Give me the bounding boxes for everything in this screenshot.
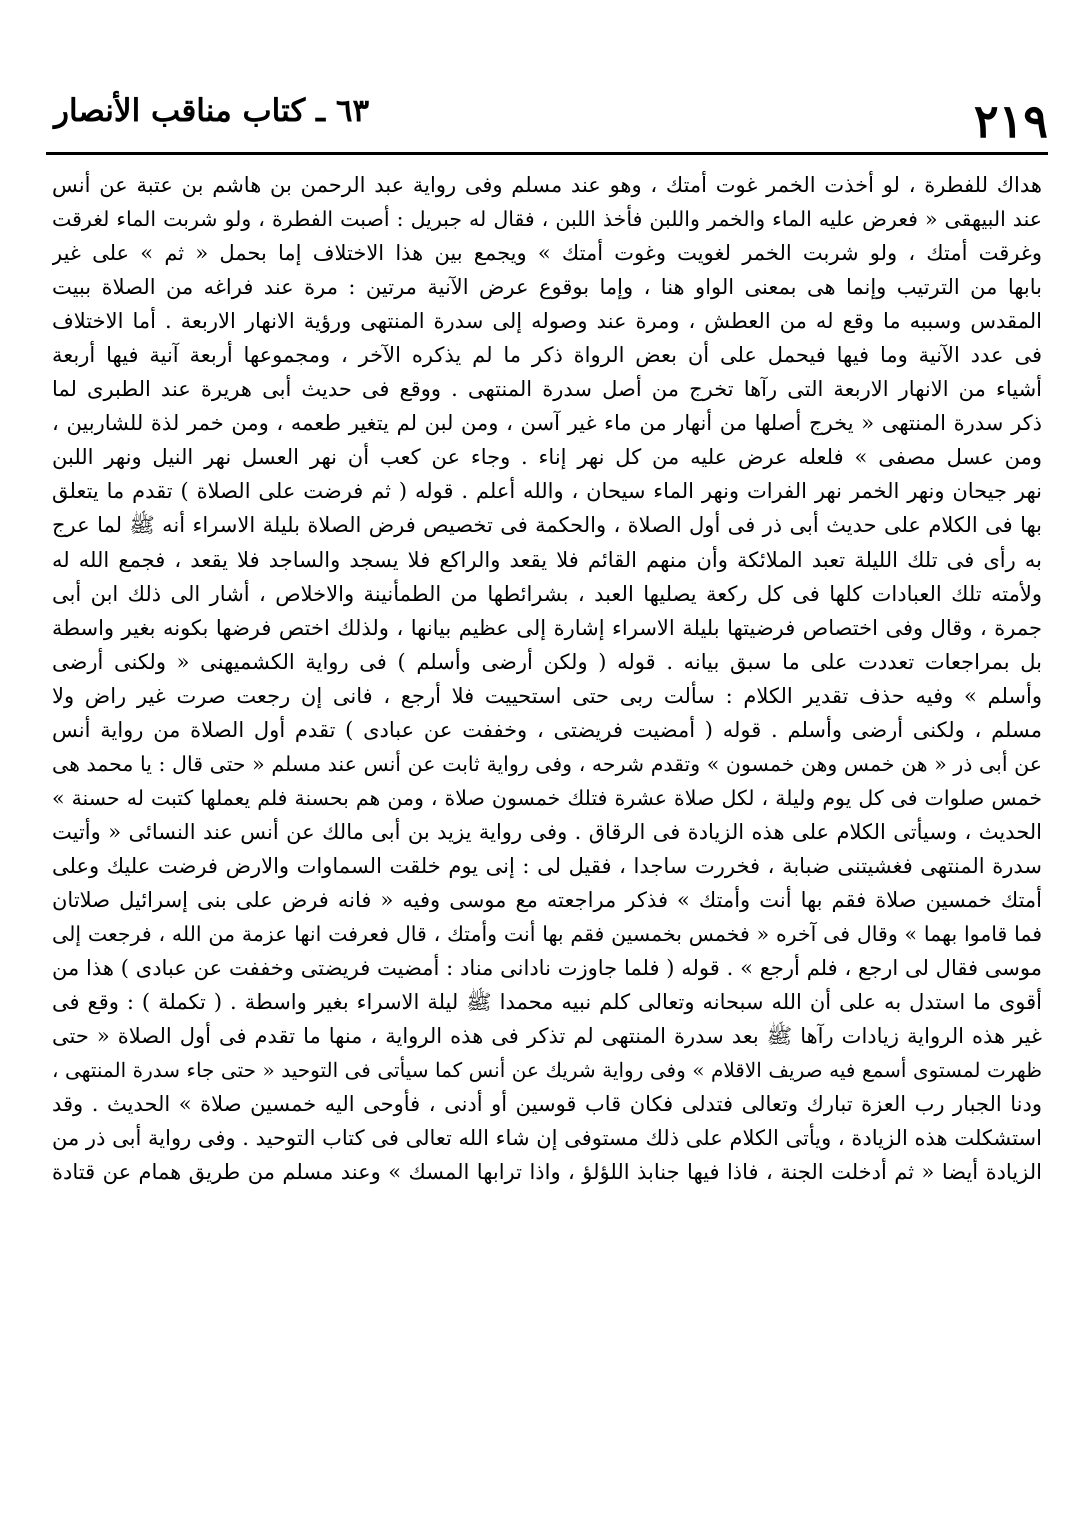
text-line: خمس صلوات فى كل يوم وليلة ، لكل صلاة عشرة فتلك خمسون صلاة ، ومن هم بحسنة فلم يعملها كتبت له حسنة » [52, 785, 1042, 810]
text-line: أمتك خمسين صلاة فقم بها أنت وأمتك » فذكر مراجعته مع موسى وفيه « فانه فرض على بنى إسرائيل صلاتان [52, 887, 1042, 912]
header-rule [46, 152, 1048, 155]
text-line: ولأمته تلك العبادات كلها فى كل ركعة يصليها العبد ، بشرائطها من الطمأنينة والاخلاص ، أشار الى ذلك ابن أبى [52, 581, 1042, 606]
text-line: ومن عسل مصفى » فلعله عرض عليه من كل نهر إناء . وجاء عن كعب أن نهر العسل نهر النيل ونهر اللبن [52, 445, 1042, 470]
book-title: ٦٣ ـ كتاب مناقب الأنصار [54, 93, 370, 129]
text-line: وأسلم » وفيه حذف تقدير الكلام : سألت ربى حتى استحييت فلا أرجع ، فانى إن رجعت صرت غير راض ولا [52, 683, 1042, 708]
text-line: فما قاموا بهما » وقال فى آخره « فخمس بخمسين فقم بها أنت وأمتك ، قال فعرفت انها عزمة من الله ، فرجعت إلى [52, 922, 1042, 947]
text-line: ودنا الجبار رب العزة تبارك وتعالى فتدلى فكان قاب قوسين أو أدنى ، فأوحى اليه خمسين صلاة » الحديث . وقد [52, 1092, 1042, 1117]
text-line: الزيادة أيضا « ثم أدخلت الجنة ، فاذا فيها جنابذ اللؤلؤ ، واذا ترابها المسك » وعند مسلم من طريق همام عن قتادة [52, 1160, 1042, 1185]
text-line: عن أبى ذر « هن خمس وهن خمسون » وتقدم شرحه ، وفى رواية ثابت عن أنس عند مسلم « حتى قال : يا محمد هى [52, 751, 1042, 776]
text-line: نهر جيحان ونهر الخمر نهر الفرات ونهر الماء سيحان ، والله أعلم . قوله ( ثم فرضت على الصلاة ) تقدم ما يتعلق [52, 479, 1042, 504]
text-line: عند البيهقى « فعرض عليه الماء والخمر واللبن فأخذ اللبن ، فقال له جبريل : أصبت الفطرة ، ولو شربت الماء لغرقت [52, 207, 1042, 232]
page-number: ٢١٩ [973, 94, 1048, 148]
text-line: أشياء من الانهار الاربعة التى رآها تخرج من أصل سدرة المنتهى . ووقع فى حديث أبى هريرة عند الطبرى لما [52, 377, 1042, 402]
text-line: أقوى ما استدل به على أن الله سبحانه وتعالى كلم نبيه محمدا ﷺ ليلة الاسراء بغير واسطة . ( تكملة ) : وقع فى [52, 990, 1042, 1015]
text-line: ظهرت لمستوى أسمع فيه صريف الاقلام » وفى رواية شريك عن أنس كما سيأتى فى التوحيد « حتى جاء سدرة المنتهى ، [52, 1058, 1042, 1083]
text-line: بل بمراجعات تعددت على ما سبق بيانه . قوله ( ولكن أرضى وأسلم ) فى رواية الكشميهنى « ولكنى أرضى [52, 649, 1042, 674]
text-line: فى عدد الآنية وما فيها فيحمل على أن بعض الرواة ذكر ما لم يذكره الآخر ، ومجموعها أربعة آنية فيها أربعة [52, 343, 1042, 368]
text-line: ذكر سدرة المنتهى « يخرج أصلها من أنهار من ماء غير آسن ، ومن لبن لم يتغير طعمه ، ومن خمر لذة للشاربين ، [52, 411, 1042, 436]
text-line: سدرة المنتهى فغشيتنى ضبابة ، فخررت ساجدا ، فقيل لى : إنى يوم خلقت السماوات والارض فرضت عليك وعلى [52, 853, 1042, 878]
text-line: هداك للفطرة ، لو أخذت الخمر غوت أمتك ، وهو عند مسلم وفى رواية عبد الرحمن بن هاشم بن عتبة عن أنس [52, 173, 1042, 197]
text-line: استشكلت هذه الزيادة ، ويأتى الكلام على ذلك مستوفى إن شاء الله تعالى فى كتاب التوحيد . وفى رواية أبى ذر من [52, 1126, 1042, 1151]
text-line: مسلم ، ولكنى أرضى وأسلم . قوله ( أمضيت فريضتى ، وخففت عن عبادى ) تقدم أول الصلاة من رواية أنس [52, 717, 1042, 742]
text-line: جمرة ، وقال وفى اختصاص فرضيتها بليلة الاسراء إشارة إلى عظيم بيانها ، ولذلك اختص فرضها بكونه بغير واسطة [52, 615, 1042, 640]
running-header [46, 78, 1048, 148]
text-line: وغرقت أمتك ، ولو شربت الخمر لغويت وغوت أمتك » ويجمع بين هذا الاختلاف إما بحمل « ثم » على غير [52, 241, 1042, 266]
body-text [52, 168, 1042, 1488]
text-line: بها فى الكلام على حديث أبى ذر فى أول الصلاة ، والحكمة فى تخصيص فرض الصلاة بليلة الاسراء أنه ﷺ لما عرج [52, 513, 1042, 538]
text-line: به رأى فى تلك الليلة تعبد الملائكة وأن منهم القائم فلا يقعد والراكع فلا يسجد والساجد فلا يقعد ، فجمع الله له [52, 547, 1042, 572]
text-line: الحديث ، وسيأتى الكلام على هذه الزيادة فى الرقاق . وفى رواية يزيد بن أبى مالك عن أنس عند النسائى « وأتيت [52, 819, 1042, 844]
text-line: بابها من الترتيب وإنما هى بمعنى الواو هنا ، وإما بوقوع عرض الآنية مرتين : مرة عند فراغه من الصلاة ببيت [52, 275, 1042, 300]
text-line: غير هذه الرواية زيادات رآها ﷺ بعد سدرة المنتهى لم تذكر فى هذه الرواية ، منها ما تقدم فى أول الصلاة « حتى [52, 1024, 1042, 1049]
text-line: المقدس وسببه ما وقع له من العطش ، ومرة عند وصوله إلى سدرة المنتهى ورؤية الانهار الاربعة . أما الاختلاف [52, 309, 1042, 334]
text-line: موسى فقال لى ارجع ، فلم أرجع » . قوله ( فلما جاوزت نادانى مناد : أمضيت فريضتى وخففت عن عبادى ) هذا من [52, 956, 1042, 981]
